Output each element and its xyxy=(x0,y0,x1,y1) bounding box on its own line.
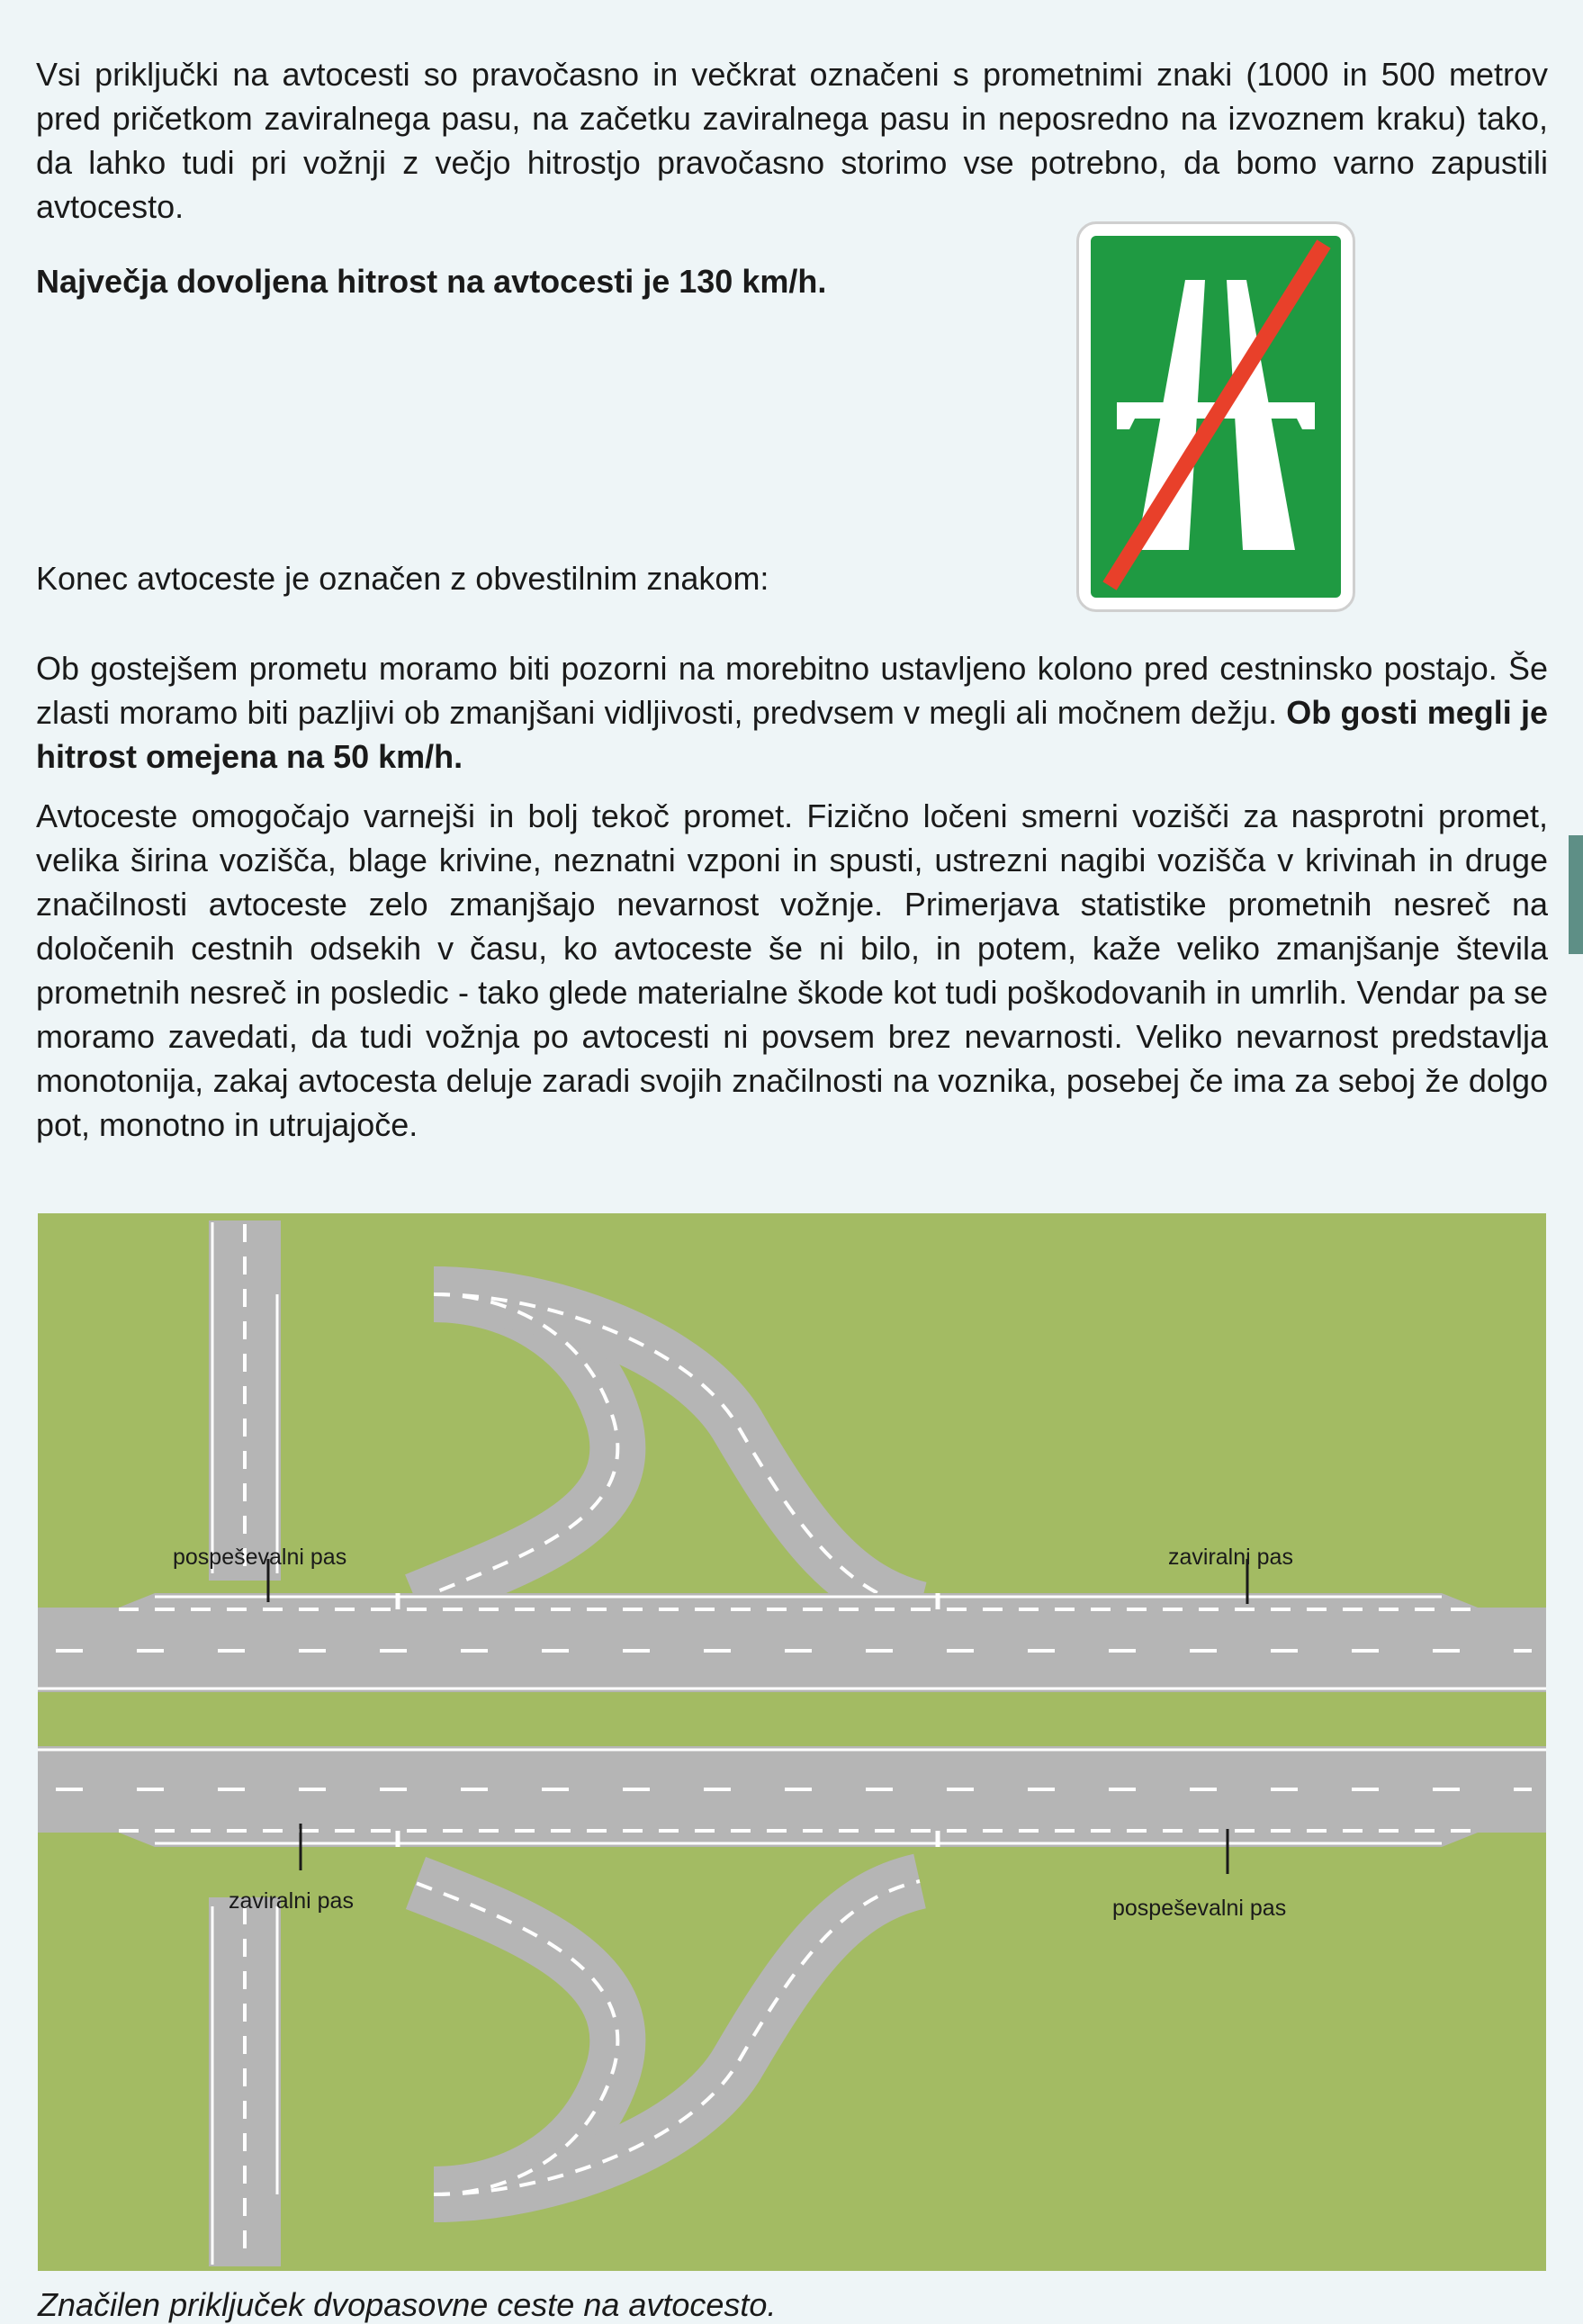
label-deceleration-lane-bottom: zaviralni pas xyxy=(229,1888,354,1914)
fog-speed-limit: Ob gosti megli je hitrost omejena na 50 km/h. xyxy=(36,694,1548,775)
fog-paragraph xyxy=(36,646,1548,779)
end-of-motorway-text: Konec avtoceste je označen z obvestilnim znakom: xyxy=(36,560,769,597)
interchange-diagram xyxy=(38,1213,1546,2271)
label-deceleration-lane-top: zaviralni pas xyxy=(1168,1545,1293,1570)
page-edge-tab xyxy=(1569,835,1583,954)
fog-paragraph-text: Ob gostejšem prometu moramo biti pozorni na morebitno ustavljeno kolono pred cestninsko postajo. Še zlasti moramo biti pazljivi ob zmanjšani vidljivosti, predvsem v megli ali močnem dežju. xyxy=(36,650,1548,731)
diagram-caption: Značilen priključek dvopasovne ceste na avtocesto. xyxy=(38,2286,777,2323)
end-of-motorway-sign-icon xyxy=(1076,221,1355,612)
speed-limit-heading: Največja dovoljena hitrost na avtocesti je 130 km/h. xyxy=(36,263,827,300)
intro-paragraph: Vsi priključki na avtocesti so pravočasno in večkrat označeni s prometnimi znaki (1000 in 500 metrov pred pričetkom zaviralnega pasu, na začetku zaviralnega pasu in neposredno na izvoznem kraku) tako, da lahko tudi pri vožnji z večjo hitrostjo pravočasno storimo vse potrebno, da bomo varno zapustili avtocesto. xyxy=(36,56,1548,225)
label-acceleration-lane-top: pospeševalni pas xyxy=(173,1545,347,1570)
motorway-safety-paragraph: Avtoceste omogočajo varnejši in bolj tekoč promet. Fizično ločeni smerni vozišči za nasprotni promet, velika širina vozišča, blage krivine, neznatni vzponi in spusti, ustrezni nagibi vozišča v krivinah in druge značilnosti avtoceste zelo zmanjšajo nevarnost vožnje. Primerjava statistike prometnih nesreč na določenih cestnih odsekih v času, ko avtoceste še ni bilo, in potem, kaže veliko zmanjšanje števila prometnih nesreč in posledic - tako glede materialne škode kot tudi poškodovanih in umrlih. Vendar pa se moramo zavedati, da tudi vožnja po avtocesti ni povsem brez nevarnosti. Veliko nevarnost predstavlja monotonija, zakaj avtocesta deluje zaradi svojih značilnosti na voznika, posebej če ima za seboj že dolgo pot, monotno in utrujajoče. xyxy=(36,797,1548,1143)
label-acceleration-lane-bottom: pospeševalni pas xyxy=(1112,1896,1287,1921)
